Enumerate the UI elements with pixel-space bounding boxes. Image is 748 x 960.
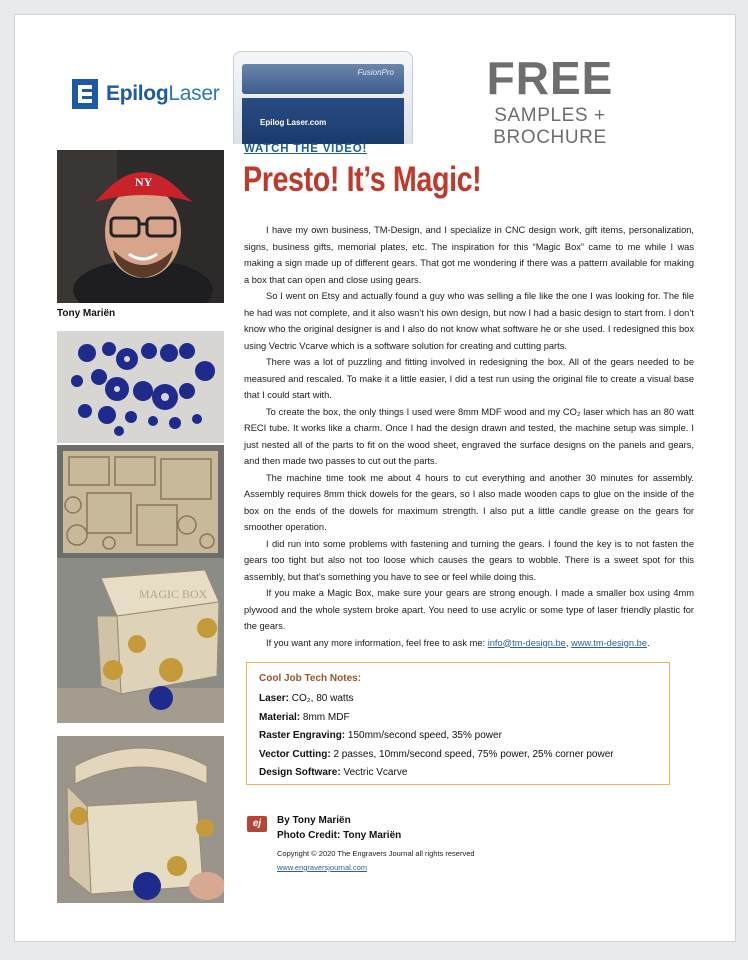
article-paragraph: I did run into some problems with fastening and turning the gears. I found the key is to not fasten the gears too tight but also not too loose which causes the gears to wobble. There is a sweet spot for this assembly, but that’s something you have to see or feel while doing this.: [244, 538, 694, 582]
article-headline: Presto! It’s Magic!: [243, 160, 482, 199]
tech-note-laser: Laser: CO₂, 80 watts: [259, 693, 354, 704]
cut-sheet-photo: [57, 445, 224, 559]
svg-text:MAGIC BOX: MAGIC BOX: [139, 587, 208, 601]
contact-paragraph: If you want any more information, feel free to ask me: info@tm-design.be, www.tm-design.be.: [266, 637, 650, 648]
machine-brand-label: Epilog Laser.com: [260, 118, 327, 127]
article-paragraph: To create the box, the only things I used were 8mm MDF wood and my CO₂ laser which has an 80 watt RECI tube. It works like a charm. Once I had the design drawn and tested, the machine setup was simple. I just nested all of the parts to fit on the wood sheet, engraved the surface designs on the panels and gears, and then made two passes to cut out the parts.: [244, 406, 694, 466]
tech-note-software: Design Software: Vectric Vcarve: [259, 767, 408, 778]
free-title: FREE: [486, 52, 614, 104]
article-paragraph: So I went on Etsy and actually found a guy who was selling a file like the one I was looking for. The file he had was not complete, and it also wasn’t his own design, but now I had a basic design to start from. I don’t know who the original designer is and I also do not know what software he or she used. I redesigned this box using Vectric Vcarve which is a software solution for creating and cutting parts.: [244, 291, 694, 351]
article-paragraph: I have my own business, TM-Design, and I specialize in CNC design work, gift items, personalization, signs, business gifts, memorial plates, etc. The inspiration for this “Magic Box” came to me while I was making a sign made up of different gears. That got me wondering if there was a pattern available for making a box that can open and close using gears.: [244, 225, 694, 285]
svg-text:NY: NY: [135, 175, 153, 189]
assembled-box-photo: [57, 558, 224, 723]
article-paragraph: The machine time took me about 4 hours to cut everything and another 30 minutes for assembly. Assembly requires 8mm thick dowels for the gears, so I also made wooden caps to glue on the inside of the box on the ends of the dowels for maximum strength. I also put a little candle grease on the gears for smoother operation.: [244, 472, 694, 532]
portrait-photo: [57, 150, 224, 303]
tech-note-raster: Raster Engraving: 150mm/second speed, 35% power: [259, 730, 502, 741]
free-subtitle: SAMPLES + BROCHURE: [493, 105, 607, 148]
byline: By Tony Mariën: [277, 815, 351, 826]
laser-machine-image: [233, 51, 413, 144]
tech-notes-title: Cool Job Tech Notes:: [259, 673, 362, 684]
tech-notes-box: [246, 662, 670, 785]
photo-credit: Photo Credit: Tony Mariën: [277, 830, 402, 841]
article-paragraph: If you make a Magic Box, make sure your gears are strong enough. I made a smaller box using 4mm plywood and the whole system broke apart. You need to use acrylic or some type of laser friendly plastic for the gears.: [244, 588, 694, 631]
gears-photo: [57, 331, 224, 443]
machine-model-label: FusionPro: [357, 68, 394, 77]
watch-video-link[interactable]: WATCH THE VIDEO!: [244, 143, 368, 155]
free-samples-banner[interactable]: [435, 52, 665, 149]
journal-website-link[interactable]: www.engraversjournal.com: [277, 863, 368, 872]
tech-note-vector: Vector Cutting: 2 passes, 10mm/second speed, 75% power, 25% corner power: [259, 748, 614, 760]
tech-note-material: Material: 8mm MDF: [259, 711, 350, 723]
article-body: [244, 222, 694, 651]
engravers-journal-logo: ej: [247, 816, 267, 832]
open-box-photo: [57, 736, 224, 903]
portrait-caption: Tony Mariën: [57, 308, 116, 319]
epilog-laser-logo[interactable]: [72, 69, 219, 119]
logo-light-text: Laser: [168, 82, 220, 105]
contact-website-link[interactable]: www.tm-design.be: [571, 637, 647, 648]
copyright: Copyright © 2020 The Engravers Journal all rights reserved: [277, 849, 475, 858]
article-paragraph: There was a lot of puzzling and fitting involved in redesigning the box. All of the gears needed to be measured and rescaled. To make it a little easier, I did a test run using the original file to create a visual base that I could start with.: [244, 357, 694, 400]
magazine-page: [14, 14, 736, 942]
contact-email-link[interactable]: info@tm-design.be: [487, 637, 566, 648]
epilog-logo-mark-icon: [72, 79, 98, 109]
logo-bold-text: Epilog: [106, 82, 169, 105]
